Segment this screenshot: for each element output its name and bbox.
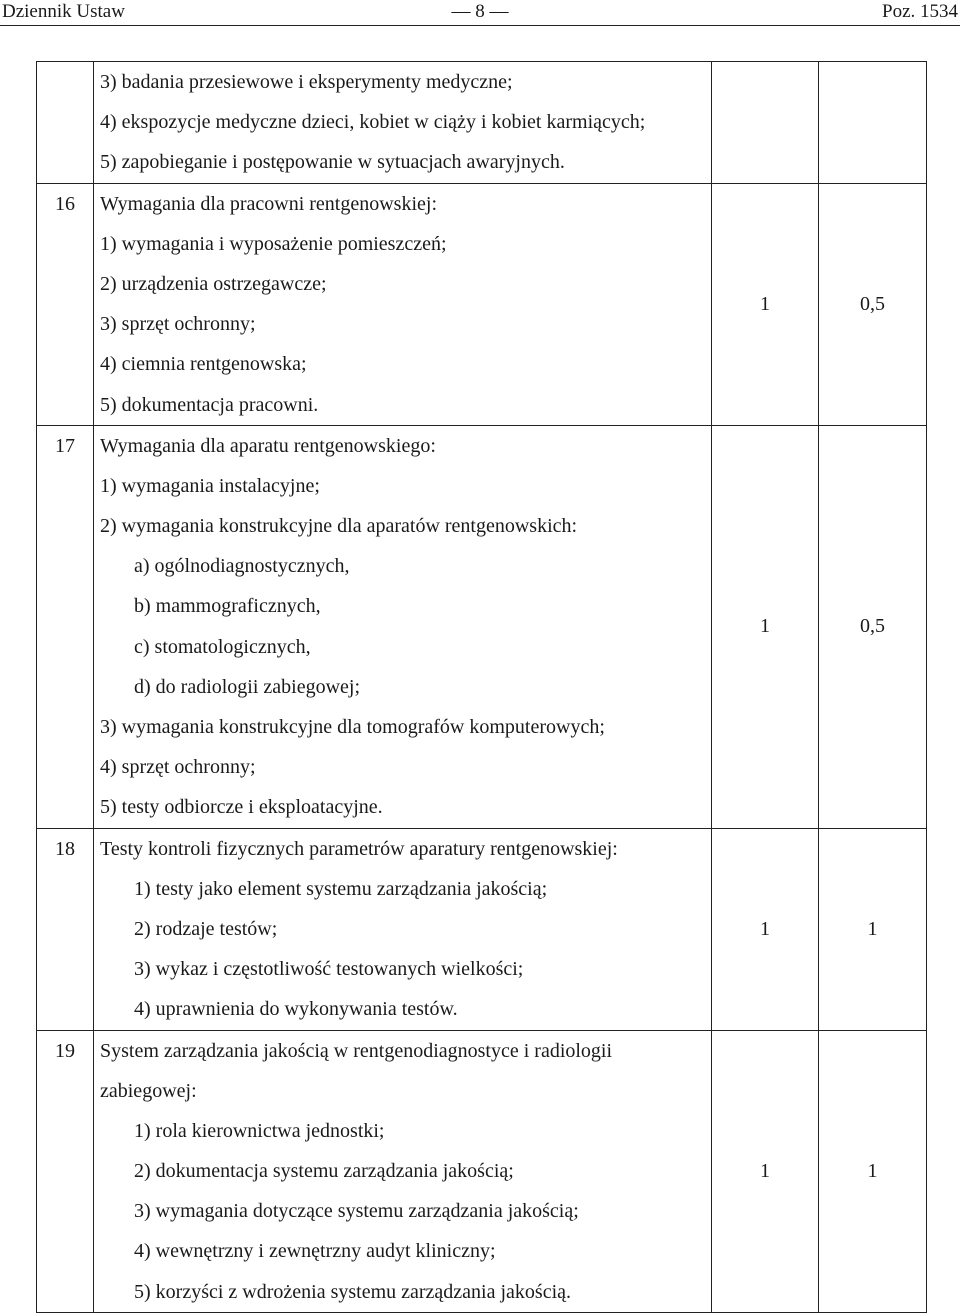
row-hours-2 bbox=[819, 62, 927, 184]
sub-list-item: b) mammograficznych, bbox=[134, 595, 321, 618]
list-item: 1) wymagania instalacyjne; bbox=[100, 474, 320, 497]
row-hours-2: 1 bbox=[819, 828, 927, 1030]
table-row bbox=[37, 183, 927, 425]
row-description bbox=[94, 828, 712, 1030]
row-hours-2: 0,5 bbox=[819, 425, 927, 828]
row-heading: Testy kontroli fizycznych parametrów aparatury rentgenowskiej: bbox=[100, 837, 618, 860]
row-hours-2: 0,5 bbox=[819, 183, 927, 425]
list-item: 1) rola kierownictwa jednostki; bbox=[134, 1119, 385, 1142]
sub-list-item: d) do radiologii zabiegowej; bbox=[134, 675, 361, 698]
list-item: 5) testy odbiorcze i eksploatacyjne. bbox=[100, 796, 383, 819]
row-hours-1: 1 bbox=[712, 183, 819, 425]
table-row bbox=[37, 828, 927, 1030]
row-heading: Wymagania dla pracowni rentgenowskiej: bbox=[100, 192, 438, 215]
list-item: 5) zapobieganie i postępowanie w sytuacjach awaryjnych. bbox=[100, 151, 565, 174]
row-hours-1: 1 bbox=[712, 425, 819, 828]
row-description bbox=[94, 62, 712, 184]
list-item: 4) sprzęt ochronny; bbox=[100, 756, 256, 779]
row-hours-1 bbox=[712, 62, 819, 184]
table-row bbox=[37, 425, 927, 828]
row-hours-1: 1 bbox=[712, 828, 819, 1030]
list-item: 3) sprzęt ochronny; bbox=[100, 313, 256, 336]
row-number: 16 bbox=[37, 183, 94, 425]
row-heading: System zarządzania jakością w rentgenodiagnostyce i radiologii bbox=[100, 1039, 613, 1062]
list-item: 1) testy jako element systemu zarządzania jakością; bbox=[134, 877, 548, 900]
row-number: 17 bbox=[37, 425, 94, 828]
position-number: Poz. 1534 bbox=[882, 1, 958, 22]
list-item: 4) wewnętrzny i zewnętrzny audyt kliniczny; bbox=[134, 1240, 496, 1263]
row-hours-2: 1 bbox=[819, 1030, 927, 1312]
list-item: 4) ekspozycje medyczne dzieci, kobiet w ciąży i kobiet karmiących; bbox=[100, 111, 646, 134]
list-item: 2) dokumentacja systemu zarządzania jakością; bbox=[134, 1160, 514, 1183]
row-number bbox=[37, 62, 94, 184]
journal-title: Dziennik Ustaw bbox=[2, 1, 125, 22]
row-heading-cont: zabiegowej: bbox=[100, 1079, 197, 1102]
list-item: 1) wymagania i wyposażenie pomieszczeń; bbox=[100, 232, 447, 255]
row-heading: Wymagania dla aparatu rentgenowskiego: bbox=[100, 434, 436, 457]
list-item: 5) korzyści z wdrożenia systemu zarządzania jakością. bbox=[134, 1280, 572, 1303]
list-item: 3) wykaz i częstotliwość testowanych wielkości; bbox=[134, 958, 524, 981]
row-description bbox=[94, 183, 712, 425]
table-row bbox=[37, 1030, 927, 1312]
list-item: 3) badania przesiewowe i eksperymenty medyczne; bbox=[100, 71, 513, 93]
list-item: 2) wymagania konstrukcyjne dla aparatów rentgenowskich: bbox=[100, 515, 578, 538]
table-row bbox=[37, 62, 927, 184]
header-rule bbox=[0, 25, 960, 26]
list-item: 5) dokumentacja pracowni. bbox=[100, 393, 319, 416]
sub-list-item: c) stomatologicznych, bbox=[134, 635, 311, 658]
row-number: 18 bbox=[37, 828, 94, 1030]
list-item: 3) wymagania dotyczące systemu zarządzania jakością; bbox=[134, 1200, 579, 1223]
list-item: 2) urządzenia ostrzegawcze; bbox=[100, 272, 327, 295]
curriculum-table bbox=[36, 61, 927, 1313]
page-number: — 8 — bbox=[451, 1, 509, 22]
list-item: 4) uprawnienia do wykonywania testów. bbox=[134, 998, 458, 1021]
list-item: 4) ciemnia rentgenowska; bbox=[100, 353, 307, 376]
row-description bbox=[94, 425, 712, 828]
row-number: 19 bbox=[37, 1030, 94, 1312]
row-description bbox=[94, 1030, 712, 1312]
list-item: 2) rodzaje testów; bbox=[134, 917, 278, 940]
row-hours-1: 1 bbox=[712, 1030, 819, 1312]
sub-list-item: a) ogólnodiagnostycznych, bbox=[134, 555, 350, 578]
list-item: 3) wymagania konstrukcyjne dla tomografów komputerowych; bbox=[100, 716, 605, 738]
